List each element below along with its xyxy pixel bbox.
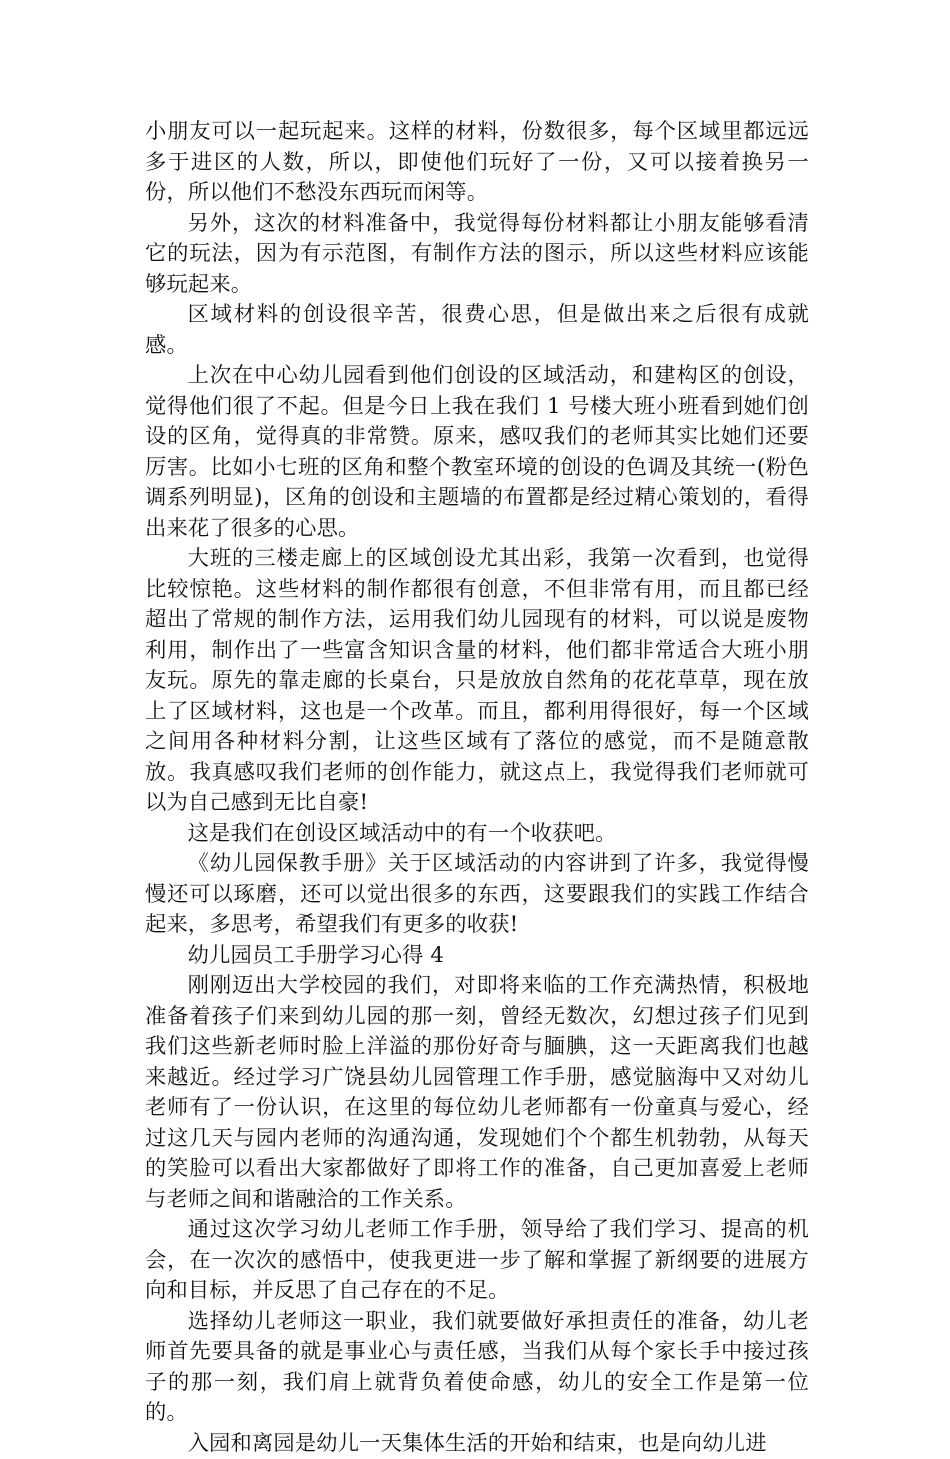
paragraph: 选择幼儿老师这一职业，我们就要做好承担责任的准备，幼儿老师首先要具备的就是事业心与责任感，当我们从每个家长手中接过孩子的那一刻，我们肩上就背负着使命感，幼儿的安全工作是第一位的。 (145, 1307, 809, 1429)
paragraph: 大班的三楼走廊上的区域创设尤其出彩，我第一次看到，也觉得比较惊艳。这些材料的制作都很有创意，不但非常有用，而且都已经超出了常规的制作方法，运用我们幼儿园现有的材料，可以说是废物利用，制作出了一些富含知识含量的材料，他们都非常适合大班小朋友玩。原先的靠走廊的长桌台，只是放放自然角的花花草草，现在放上了区域材料，这也是一个改革。而且，都利用得很好，每一个区域之间用各种材料分割，让这些区域有了落位的感觉，而不是随意散放。我真感叹我们老师的创作能力，就这点上，我觉得我们老师就可以为自己感到无比自豪! (145, 544, 809, 819)
paragraph: 这是我们在创设区域活动中的有一个收获吧。 (145, 819, 809, 850)
paragraph: 入园和离园是幼儿一天集体生活的开始和结束，也是向幼儿进 (145, 1429, 809, 1459)
paragraph: 另外，这次的材料准备中，我觉得每份材料都让小朋友能够看清它的玩法，因为有示范图，有制作方法的图示，所以这些材料应该能够玩起来。 (145, 209, 809, 301)
paragraph: 小朋友可以一起玩起来。这样的材料，份数很多，每个区域里都远远多于进区的人数，所以，即使他们玩好了一份，又可以接着换另一份，所以他们不愁没东西玩而闲等。 (145, 117, 809, 209)
paragraph: 《幼儿园保教手册》关于区域活动的内容讲到了许多，我觉得慢慢还可以琢磨，还可以觉出很多的东西，这要跟我们的实践工作结合起来，多思考，希望我们有更多的收获! (145, 849, 809, 941)
paragraph: 刚刚迈出大学校园的我们，对即将来临的工作充满热情，积极地准备着孩子们来到幼儿园的那一刻，曾经无数次，幻想过孩子们见到我们这些新老师时脸上洋溢的那份好奇与腼腆，这一天距离我们也越来越近。经过学习广饶县幼儿园管理工作手册，感觉脑海中又对幼儿老师有了一份认识，在这里的每位幼儿老师都有一份童真与爱心，经过这几天与园内老师的沟通沟通，发现她们个个都生机勃勃，从每天的笑脸可以看出大家都做好了即将工作的准备，自己更加喜爱上老师与老师之间和谐融洽的工作关系。 (145, 971, 809, 1215)
paragraph: 上次在中心幼儿园看到他们创设的区域活动，和建构区的创设，觉得他们很了不起。但是今日上我在我们 1 号楼大班小班看到她们创设的区角，觉得真的非常赞。原来，感叹我们的老师其实比她们还要厉害。比如小七班的区角和整个教室环境的创设的色调及其统一(粉色调系列明显)，区角的创设和主题墙的布置都是经过精心策划的，看得出来花了很多的心思。 (145, 361, 809, 544)
document-body (145, 117, 809, 1459)
section-heading: 幼儿园员工手册学习心得 4 (145, 941, 809, 972)
paragraph: 通过这次学习幼儿老师工作手册，领导给了我们学习、提高的机会，在一次次的感悟中，使我更进一步了解和掌握了新纲要的进展方向和目标，并反思了自己存在的不足。 (145, 1215, 809, 1307)
paragraph: 区域材料的创设很辛苦，很费心思，但是做出来之后很有成就感。 (145, 300, 809, 361)
